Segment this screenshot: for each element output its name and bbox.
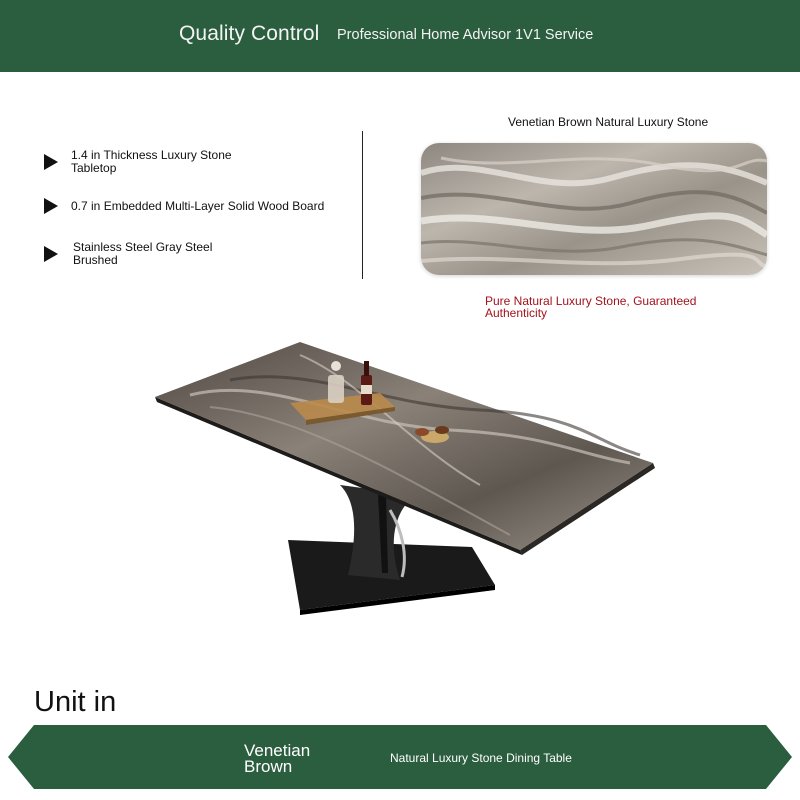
feature-item-wood-board [44, 198, 336, 214]
authenticity-caption: Pure Natural Luxury Stone, Guaranteed Authenticity [485, 294, 697, 320]
banner-subtitle: Professional Home Advisor 1V1 Service [337, 27, 594, 43]
play-arrow-icon [44, 154, 58, 170]
feature-text: 0.7 in Embedded Multi-Layer Solid Wood Board [71, 198, 325, 213]
banner-title: Quality Control [179, 22, 320, 45]
unit-label: Unit in [34, 686, 117, 718]
play-arrow-icon [44, 198, 58, 214]
swatch-title: Venetian Brown Natural Luxury Stone [508, 115, 709, 129]
dining-table-image [150, 335, 660, 625]
top-banner [0, 0, 800, 72]
stone-swatch-image [421, 143, 767, 275]
feature-item-tabletop [44, 149, 246, 175]
vertical-divider [362, 131, 363, 279]
product-name: Natural Luxury Stone Dining Table [390, 751, 572, 765]
color-name: Venetian Brown [244, 741, 311, 776]
feature-item-steel [44, 241, 223, 267]
feature-text: 1.4 in Thickness Luxury Stone Tabletop [71, 148, 232, 175]
play-arrow-icon [44, 246, 58, 262]
feature-text: Stainless Steel Gray Steel Brushed [73, 240, 213, 267]
